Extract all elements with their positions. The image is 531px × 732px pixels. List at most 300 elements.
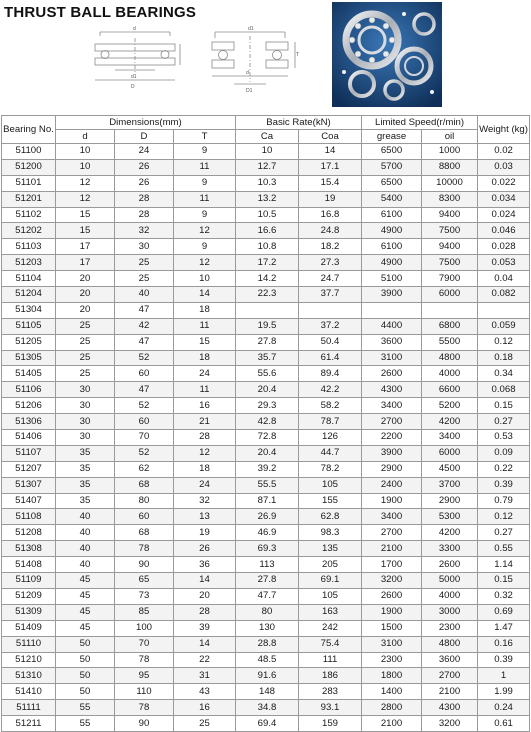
cell-coa: 163 — [299, 604, 362, 620]
table-row — [2, 652, 530, 668]
table-row — [2, 700, 530, 716]
cell-weight: 0.12 — [478, 334, 530, 350]
cell-bearing-no: 51211 — [2, 716, 56, 732]
cell-grease: 4400 — [362, 318, 422, 334]
cell-grease: 2700 — [362, 525, 422, 541]
cell-coa: 205 — [299, 557, 362, 573]
cell-oil: 5300 — [422, 509, 478, 525]
cell-ca: 35.7 — [236, 350, 299, 366]
cell-d: 40 — [56, 525, 115, 541]
cell-d: 15 — [56, 207, 115, 223]
cell-weight: 0.04 — [478, 271, 530, 287]
cell-d: 30 — [56, 398, 115, 414]
cell-coa: 105 — [299, 477, 362, 493]
cell-coa: 126 — [299, 430, 362, 446]
cell-grease: 2400 — [362, 477, 422, 493]
cell-ca: 12.7 — [236, 159, 299, 175]
cell-ca: 19.5 — [236, 318, 299, 334]
header-oil: oil — [422, 130, 478, 144]
header-bearing-no: Bearing No. — [2, 116, 56, 144]
cell-grease: 1900 — [362, 604, 422, 620]
table-row — [2, 255, 530, 271]
table-row — [2, 445, 530, 461]
table-row — [2, 430, 530, 446]
cell-bearing-no: 51203 — [2, 255, 56, 271]
cell-coa: 69.1 — [299, 573, 362, 589]
cell-d: 10 — [56, 159, 115, 175]
header-coa: Coa — [299, 130, 362, 144]
cell-T: 9 — [174, 207, 236, 223]
cell-coa: 75.4 — [299, 636, 362, 652]
header-D: D — [115, 130, 174, 144]
cell-weight: 0.32 — [478, 588, 530, 604]
table-row — [2, 223, 530, 239]
cell-weight: 0.15 — [478, 573, 530, 589]
cell-ca: 28.8 — [236, 636, 299, 652]
cell-D: 25 — [115, 255, 174, 271]
cell-d: 12 — [56, 175, 115, 191]
cell-T: 9 — [174, 175, 236, 191]
cell-coa: 17.1 — [299, 159, 362, 175]
cell-bearing-no: 51408 — [2, 557, 56, 573]
cell-oil: 2700 — [422, 668, 478, 684]
table-row — [2, 509, 530, 525]
cell-coa: 186 — [299, 668, 362, 684]
header-ca: Ca — [236, 130, 299, 144]
cell-oil: 3600 — [422, 652, 478, 668]
cell-bearing-no: 51207 — [2, 461, 56, 477]
cell-d: 25 — [56, 318, 115, 334]
cell-d: 55 — [56, 700, 115, 716]
cell-bearing-no: 51407 — [2, 493, 56, 509]
cell-coa: 37.7 — [299, 287, 362, 303]
cell-weight: 0.39 — [478, 652, 530, 668]
cell-d: 45 — [56, 620, 115, 636]
cell-coa: 135 — [299, 541, 362, 557]
cell-bearing-no: 51406 — [2, 430, 56, 446]
cell-weight: 0.79 — [478, 493, 530, 509]
cell-oil: 7500 — [422, 223, 478, 239]
cell-weight: 0.53 — [478, 430, 530, 446]
cell-D: 47 — [115, 382, 174, 398]
cell-T: 11 — [174, 191, 236, 207]
cell-bearing-no: 51200 — [2, 159, 56, 175]
cell-T: 28 — [174, 430, 236, 446]
cell-ca: 10.5 — [236, 207, 299, 223]
cell-coa: 98.3 — [299, 525, 362, 541]
cell-D: 78 — [115, 652, 174, 668]
cell-oil: 7900 — [422, 271, 478, 287]
cell-coa: 105 — [299, 588, 362, 604]
cell-grease: 5100 — [362, 271, 422, 287]
cell-d: 20 — [56, 271, 115, 287]
cell-oil: 5000 — [422, 573, 478, 589]
cell-coa: 242 — [299, 620, 362, 636]
cell-T: 26 — [174, 541, 236, 557]
cell-ca: 46.9 — [236, 525, 299, 541]
cell-grease: 2900 — [362, 461, 422, 477]
cell-coa: 61.4 — [299, 350, 362, 366]
cell-ca: 26.9 — [236, 509, 299, 525]
cell-grease: 1400 — [362, 684, 422, 700]
svg-text:d: d — [133, 26, 136, 32]
cell-d: 25 — [56, 350, 115, 366]
cell-grease: 4900 — [362, 255, 422, 271]
header-T: T — [174, 130, 236, 144]
cell-grease: 3400 — [362, 509, 422, 525]
cell-D: 73 — [115, 588, 174, 604]
bearing-product-photo — [332, 2, 442, 107]
cell-weight: 0.053 — [478, 255, 530, 271]
table-row — [2, 557, 530, 573]
cell-T: 25 — [174, 716, 236, 732]
cell-weight: 0.02 — [478, 144, 530, 160]
cell-D: 70 — [115, 430, 174, 446]
cell-grease: 4300 — [362, 382, 422, 398]
cell-grease: 3900 — [362, 445, 422, 461]
cell-oil: 3000 — [422, 604, 478, 620]
cell-grease: 1700 — [362, 557, 422, 573]
header-grease: grease — [362, 130, 422, 144]
cell-ca: 27.8 — [236, 573, 299, 589]
cell-ca: 69.4 — [236, 716, 299, 732]
cell-oil: 4800 — [422, 636, 478, 652]
cell-coa: 50.4 — [299, 334, 362, 350]
cell-oil: 4300 — [422, 700, 478, 716]
cell-T: 11 — [174, 382, 236, 398]
cell-D: 70 — [115, 636, 174, 652]
cell-grease: 3200 — [362, 573, 422, 589]
cell-grease: 2600 — [362, 588, 422, 604]
cell-weight: 0.15 — [478, 398, 530, 414]
cell-weight: 0.69 — [478, 604, 530, 620]
cell-D: 25 — [115, 271, 174, 287]
cell-T: 24 — [174, 477, 236, 493]
cell-T: 18 — [174, 302, 236, 318]
cell-T: 22 — [174, 652, 236, 668]
cell-weight: 0.16 — [478, 636, 530, 652]
cell-ca — [236, 302, 299, 318]
cell-grease: 2700 — [362, 414, 422, 430]
cell-ca: 47.7 — [236, 588, 299, 604]
table-row — [2, 588, 530, 604]
cell-coa: 24.8 — [299, 223, 362, 239]
cell-bearing-no: 51409 — [2, 620, 56, 636]
cell-d: 50 — [56, 652, 115, 668]
cell-bearing-no: 51106 — [2, 382, 56, 398]
cell-D: 26 — [115, 159, 174, 175]
cell-coa: 14 — [299, 144, 362, 160]
cell-weight: 0.34 — [478, 366, 530, 382]
table-row — [2, 207, 530, 223]
header-weight: Weight (kg) — [478, 116, 530, 144]
cell-grease: 2200 — [362, 430, 422, 446]
cell-grease: 4900 — [362, 223, 422, 239]
cell-ca: 42.8 — [236, 414, 299, 430]
cell-weight: 0.03 — [478, 159, 530, 175]
cell-D: 47 — [115, 302, 174, 318]
table-row — [2, 668, 530, 684]
cell-ca: 148 — [236, 684, 299, 700]
cell-weight: 0.034 — [478, 191, 530, 207]
cell-d: 25 — [56, 366, 115, 382]
cell-weight: 0.18 — [478, 350, 530, 366]
cell-grease: 1500 — [362, 620, 422, 636]
cell-coa: 15.4 — [299, 175, 362, 191]
table-row — [2, 318, 530, 334]
cell-D: 110 — [115, 684, 174, 700]
cell-D: 24 — [115, 144, 174, 160]
cell-d: 30 — [56, 430, 115, 446]
cell-weight: 0.22 — [478, 461, 530, 477]
cell-grease: 2100 — [362, 541, 422, 557]
cell-grease — [362, 302, 422, 318]
table-body — [2, 144, 530, 732]
cell-oil: 6800 — [422, 318, 478, 334]
cell-grease: 5700 — [362, 159, 422, 175]
cell-ca: 10.8 — [236, 239, 299, 255]
cell-d: 30 — [56, 382, 115, 398]
cell-coa: 89.4 — [299, 366, 362, 382]
cell-D: 52 — [115, 445, 174, 461]
cell-grease: 6100 — [362, 239, 422, 255]
cell-ca: 29.3 — [236, 398, 299, 414]
cell-d: 12 — [56, 191, 115, 207]
cell-oil: 2600 — [422, 557, 478, 573]
cell-d: 40 — [56, 541, 115, 557]
cell-T: 12 — [174, 223, 236, 239]
cell-ca: 87.1 — [236, 493, 299, 509]
cell-D: 47 — [115, 334, 174, 350]
cell-coa: 62.8 — [299, 509, 362, 525]
cell-weight: 1.14 — [478, 557, 530, 573]
cell-D: 95 — [115, 668, 174, 684]
cell-grease: 3400 — [362, 398, 422, 414]
cell-weight: 0.61 — [478, 716, 530, 732]
cell-bearing-no: 51308 — [2, 541, 56, 557]
cell-grease: 2100 — [362, 716, 422, 732]
cell-D: 100 — [115, 620, 174, 636]
cell-ca: 80 — [236, 604, 299, 620]
cell-D: 40 — [115, 287, 174, 303]
cell-oil — [422, 302, 478, 318]
header-dimensions: Dimensions(mm) — [56, 116, 236, 130]
cell-ca: 14.2 — [236, 271, 299, 287]
cell-bearing-no: 51104 — [2, 271, 56, 287]
cell-coa: 155 — [299, 493, 362, 509]
cell-T: 32 — [174, 493, 236, 509]
cell-oil: 9400 — [422, 207, 478, 223]
cell-oil: 4000 — [422, 366, 478, 382]
table-row — [2, 382, 530, 398]
cell-coa: 111 — [299, 652, 362, 668]
cell-T: 31 — [174, 668, 236, 684]
cell-ca: 91.6 — [236, 668, 299, 684]
cell-d: 55 — [56, 716, 115, 732]
cell-weight: 0.082 — [478, 287, 530, 303]
cell-T: 14 — [174, 636, 236, 652]
cell-D: 42 — [115, 318, 174, 334]
cell-D: 32 — [115, 223, 174, 239]
cell-T: 16 — [174, 398, 236, 414]
cell-d: 45 — [56, 604, 115, 620]
cell-d: 17 — [56, 255, 115, 271]
cell-bearing-no: 51108 — [2, 509, 56, 525]
cell-bearing-no: 51101 — [2, 175, 56, 191]
cell-d: 50 — [56, 636, 115, 652]
cell-bearing-no: 51110 — [2, 636, 56, 652]
cell-T: 24 — [174, 366, 236, 382]
cell-bearing-no: 51107 — [2, 445, 56, 461]
cell-oil: 4200 — [422, 525, 478, 541]
cell-D: 85 — [115, 604, 174, 620]
table-row — [2, 287, 530, 303]
cell-oil: 3400 — [422, 430, 478, 446]
cell-d: 50 — [56, 668, 115, 684]
cell-coa: 27.3 — [299, 255, 362, 271]
cell-D: 52 — [115, 350, 174, 366]
cell-d: 30 — [56, 414, 115, 430]
cell-D: 60 — [115, 366, 174, 382]
cell-coa: 44.7 — [299, 445, 362, 461]
cell-grease: 5400 — [362, 191, 422, 207]
cell-D: 62 — [115, 461, 174, 477]
cell-T: 13 — [174, 509, 236, 525]
cell-T: 14 — [174, 287, 236, 303]
table-row — [2, 573, 530, 589]
cell-D: 80 — [115, 493, 174, 509]
cell-bearing-no: 51310 — [2, 668, 56, 684]
cell-d: 10 — [56, 144, 115, 160]
cell-weight: 0.028 — [478, 239, 530, 255]
svg-text:d1: d1 — [248, 26, 254, 32]
cell-weight: 0.022 — [478, 175, 530, 191]
cell-d: 40 — [56, 557, 115, 573]
cell-d: 35 — [56, 445, 115, 461]
cell-d: 40 — [56, 509, 115, 525]
cell-bearing-no: 51109 — [2, 573, 56, 589]
cell-oil: 4000 — [422, 588, 478, 604]
cell-D: 52 — [115, 398, 174, 414]
cell-bearing-no: 51100 — [2, 144, 56, 160]
cell-coa: 93.1 — [299, 700, 362, 716]
table-row — [2, 716, 530, 732]
cell-bearing-no: 51102 — [2, 207, 56, 223]
cell-bearing-no: 51205 — [2, 334, 56, 350]
cell-d: 20 — [56, 302, 115, 318]
cell-bearing-no: 51405 — [2, 366, 56, 382]
cell-weight: 1.47 — [478, 620, 530, 636]
cell-oil: 9400 — [422, 239, 478, 255]
table-row — [2, 620, 530, 636]
cell-ca: 55.6 — [236, 366, 299, 382]
cell-ca: 48.5 — [236, 652, 299, 668]
table-row — [2, 493, 530, 509]
cell-grease: 1800 — [362, 668, 422, 684]
cell-grease: 3900 — [362, 287, 422, 303]
svg-text:d: d — [246, 70, 249, 76]
cell-weight: 0.39 — [478, 477, 530, 493]
cell-ca: 55.5 — [236, 477, 299, 493]
header-basic-rate: Basic Rate(kN) — [236, 116, 362, 130]
cell-bearing-no: 51202 — [2, 223, 56, 239]
svg-text:d1: d1 — [131, 74, 137, 80]
cell-ca: 39.2 — [236, 461, 299, 477]
table-row — [2, 366, 530, 382]
cell-bearing-no: 51201 — [2, 191, 56, 207]
cell-bearing-no: 51111 — [2, 700, 56, 716]
cell-oil: 2900 — [422, 493, 478, 509]
cell-grease: 2600 — [362, 366, 422, 382]
table-row — [2, 477, 530, 493]
cell-T: 18 — [174, 350, 236, 366]
cell-D: 26 — [115, 175, 174, 191]
cell-oil: 3700 — [422, 477, 478, 493]
cell-ca: 34.8 — [236, 700, 299, 716]
table-row — [2, 271, 530, 287]
cell-grease: 1900 — [362, 493, 422, 509]
cell-coa: 283 — [299, 684, 362, 700]
bearing-spec-table — [1, 115, 530, 732]
table-row — [2, 414, 530, 430]
cell-D: 30 — [115, 239, 174, 255]
cell-bearing-no: 51210 — [2, 652, 56, 668]
cell-weight — [478, 302, 530, 318]
table-row — [2, 350, 530, 366]
cell-oil: 10000 — [422, 175, 478, 191]
cell-T: 43 — [174, 684, 236, 700]
cell-T: 15 — [174, 334, 236, 350]
cell-ca: 17.2 — [236, 255, 299, 271]
cell-d: 35 — [56, 477, 115, 493]
cell-T: 36 — [174, 557, 236, 573]
cell-bearing-no: 51304 — [2, 302, 56, 318]
cell-coa: 42.2 — [299, 382, 362, 398]
cell-D: 68 — [115, 525, 174, 541]
cell-weight: 0.27 — [478, 414, 530, 430]
cell-grease: 6500 — [362, 175, 422, 191]
cell-T: 19 — [174, 525, 236, 541]
cell-coa: 159 — [299, 716, 362, 732]
cell-grease: 2300 — [362, 652, 422, 668]
cell-weight: 0.12 — [478, 509, 530, 525]
cell-weight: 0.55 — [478, 541, 530, 557]
cell-bearing-no: 51208 — [2, 525, 56, 541]
cell-bearing-no: 51306 — [2, 414, 56, 430]
cell-D: 78 — [115, 700, 174, 716]
cell-D: 78 — [115, 541, 174, 557]
table-row — [2, 144, 530, 160]
cell-oil: 5500 — [422, 334, 478, 350]
cell-T: 11 — [174, 318, 236, 334]
cell-coa — [299, 302, 362, 318]
cell-oil: 3200 — [422, 716, 478, 732]
cell-bearing-no: 51204 — [2, 287, 56, 303]
cell-oil: 4200 — [422, 414, 478, 430]
cell-oil: 4800 — [422, 350, 478, 366]
bearing-drawing-section — [200, 22, 300, 97]
header-limited-speed: Limited Speed(r/min) — [362, 116, 478, 130]
cell-d: 50 — [56, 684, 115, 700]
table-row — [2, 159, 530, 175]
cell-bearing-no: 51206 — [2, 398, 56, 414]
table-row — [2, 525, 530, 541]
cell-oil: 8800 — [422, 159, 478, 175]
cell-ca: 27.8 — [236, 334, 299, 350]
cell-D: 68 — [115, 477, 174, 493]
svg-text:D: D — [131, 84, 135, 90]
cell-weight: 0.046 — [478, 223, 530, 239]
